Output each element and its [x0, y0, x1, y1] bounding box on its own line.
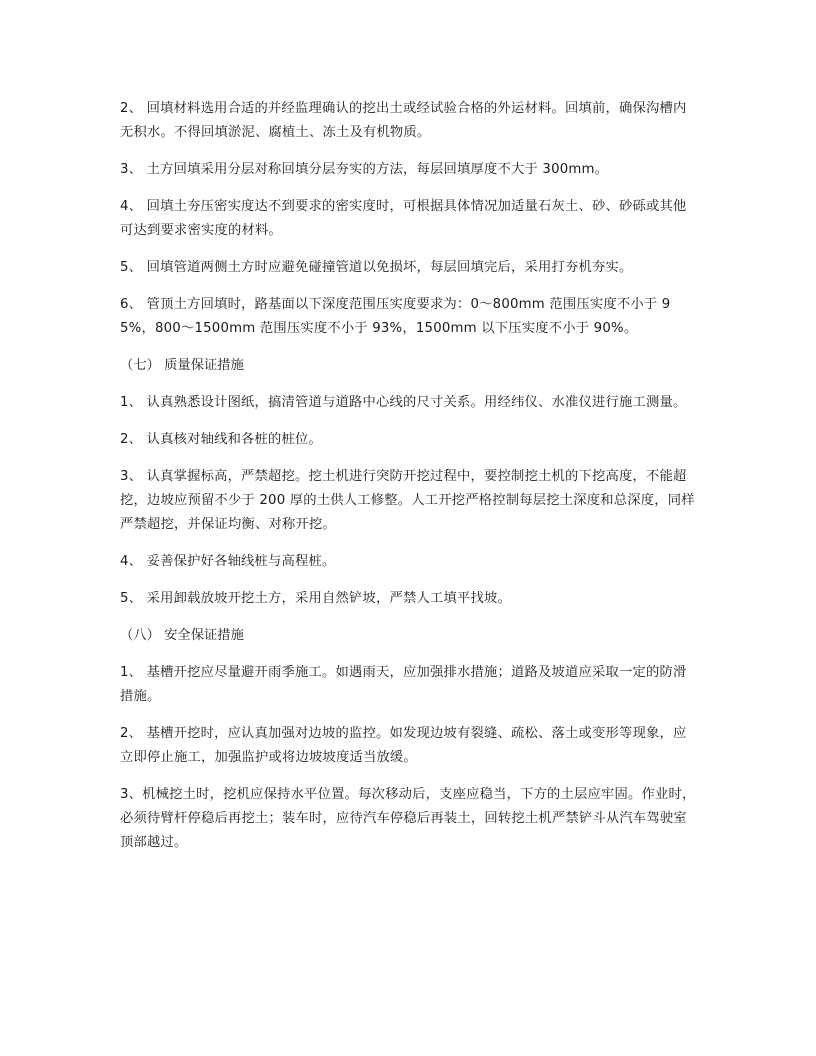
paragraph-machine-excavation: 3、机械挖土时，挖机应保持水平位置。每次移动后，支座应稳当，下方的土层应牢固。作业时，必须待臂杆停稳后再挖土；装车时，应待汽车停稳后再装土，回转挖土机严禁铲斗从汽车驾驶室顶部越过。	[120, 787, 696, 850]
document-body	[120, 97, 696, 868]
section-heading-safety: （八） 安全保证措施	[120, 628, 244, 643]
paragraph-layered-backfill: 3、 土方回填采用分层对称回填分层夯实的方法，每层回填厚度不大于 300mm。	[120, 162, 609, 177]
paragraph-backfill-material: 2、 回填材料选用合适的并经监理确认的挖出土或经试验合格的外运材料。回填前，确保沟槽内无积水。不得回填淤泥、腐植土、冻土及有机物质。	[120, 101, 687, 140]
paragraph-compaction-additives: 4、 回填土夯压密实度达不到要求的密实度时，可根据具体情况加适量石灰土、砂、砂砾或其他可达到要求密实度的材料。	[120, 199, 687, 238]
paragraph-elevation-control: 3、 认真掌握标高，严禁超挖。挖土机进行突防开挖过程中，要控制挖土机的下挖高度，不能超挖，边坡应预留不少于 200 厚的土供人工修整。人工开挖严格控制每层挖土深度和总深度，同样严禁超挖，并保证均衡、对称开挖。	[120, 469, 695, 532]
paragraph-study-drawings: 1、 认真熟悉设计图纸，搞清管道与道路中心线的尺寸关系。用经纬仪、水准仪进行施工测量。	[120, 395, 687, 410]
section-heading-quality: （七） 质量保证措施	[120, 358, 244, 373]
paragraph-protect-stakes: 4、 妥善保护好各轴线桩与高程桩。	[120, 554, 336, 569]
paragraph-avoid-rain: 1、 基槽开挖应尽量避开雨季施工。如遇雨天，应加强排水措施；道路及坡道应采取一定的防滑措施。	[120, 665, 687, 704]
paragraph-pipe-top-compaction: 6、 管顶土方回填时，路基面以下深度范围压实度要求为：0～800mm 范围压实度不小于 95%，800～1500mm 范围压实度不小于 93%，1500mm 以下压实度不小于 90%。	[120, 297, 671, 336]
paragraph-slope-excavation: 5、 采用卸载放坡开挖土方，采用自然铲坡，严禁人工填平找坡。	[120, 591, 511, 606]
paragraph-check-axis: 2、 认真核对轴线和各桩的桩位。	[120, 432, 323, 447]
paragraph-pipe-side-backfill: 5、 回填管道两侧土方时应避免碰撞管道以免损坏，每层回填完后，采用打夯机夯实。	[120, 260, 633, 275]
paragraph-slope-monitoring: 2、 基槽开挖时，应认真加强对边坡的监控。如发现边坡有裂缝、疏松、落土或变形等现象，应立即停止施工，加强监护或将边坡坡度适当放缓。	[120, 726, 687, 765]
